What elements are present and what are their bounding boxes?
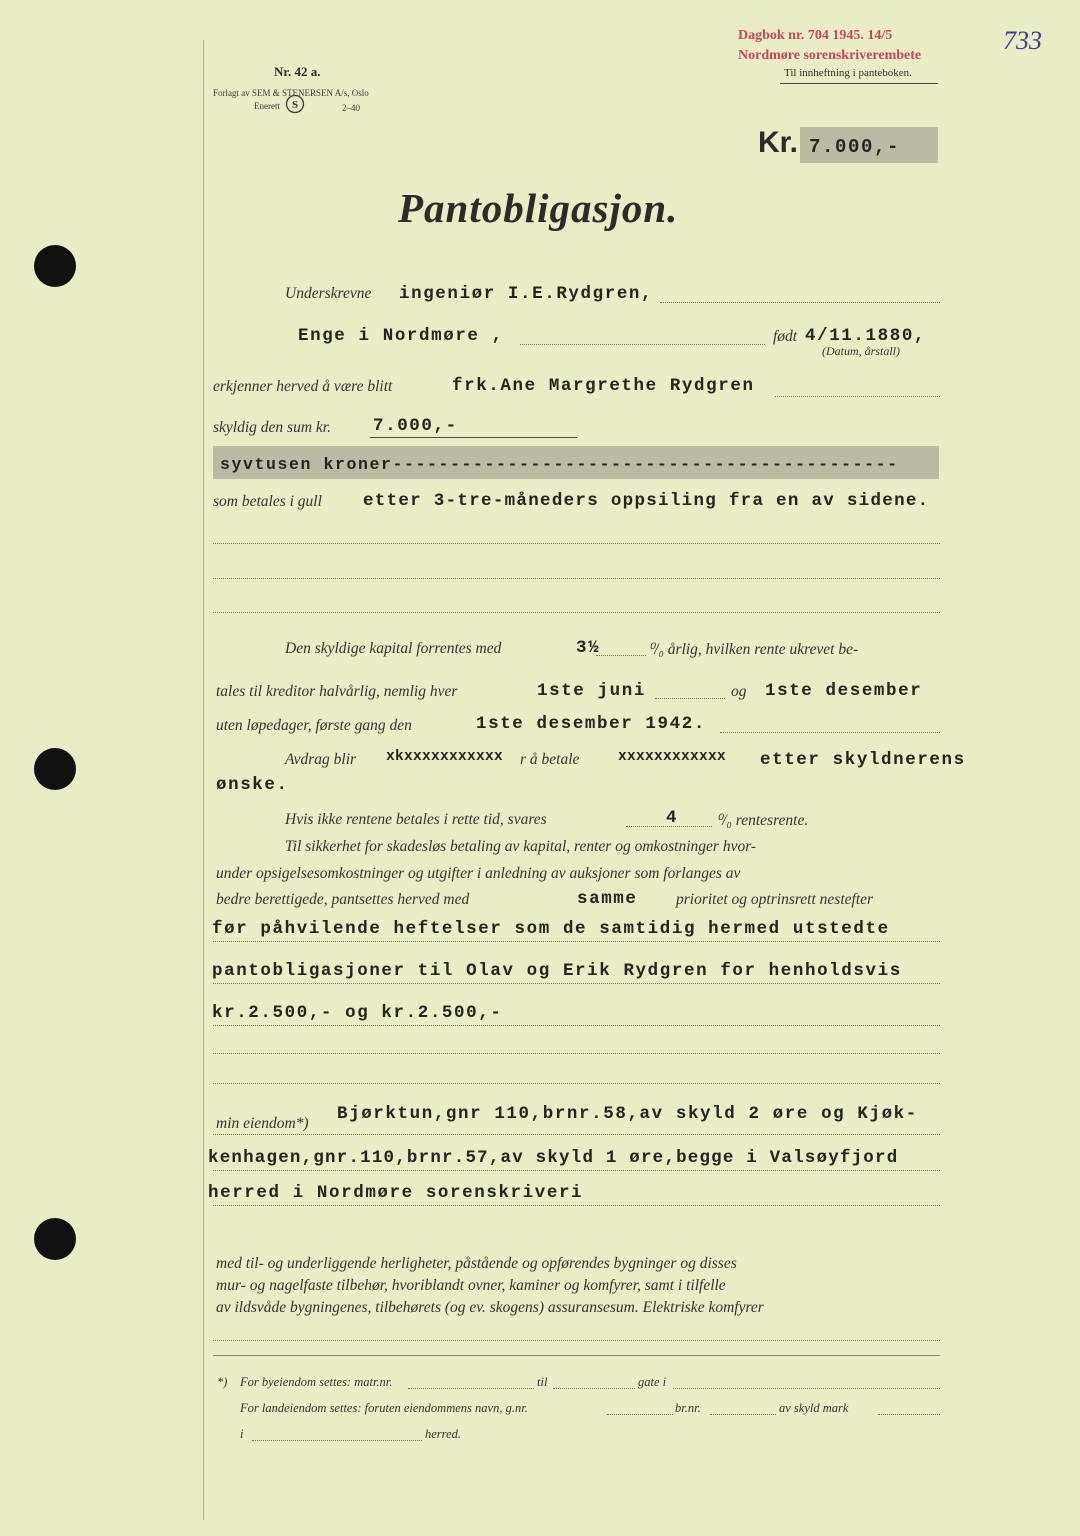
- fill-line: [213, 941, 940, 942]
- fill-line: [553, 1388, 635, 1389]
- security-line-3-cont: prioritet og optrinsrett nestefter: [676, 891, 874, 908]
- stamp-underline: [780, 83, 938, 84]
- publisher-enerett: Enerett: [254, 101, 280, 111]
- blank-line: [213, 1340, 940, 1341]
- interest-line-2: tales til kreditor halvårlig, nemlig hver: [216, 683, 458, 700]
- footnote-rural-brnr: br.nr.: [675, 1401, 701, 1415]
- blank-line: [213, 612, 940, 613]
- property-typed-2: kenhagen,gnr.110,brnr.57,av skyld 1 øre,begge i Valsøyfjord: [208, 1148, 899, 1168]
- footnote-rural-i: i: [240, 1427, 244, 1441]
- interest-line-3: uten løpedager, første gang den: [216, 717, 412, 734]
- debtor-name: ingeniør I.E.Rydgren,: [399, 284, 654, 304]
- fill-line: [213, 983, 940, 984]
- publisher-code: 2–40: [342, 103, 360, 113]
- payable-label: som betales i gull: [213, 493, 322, 510]
- sum-label: skyldig den sum kr.: [213, 419, 331, 436]
- born-value: 4/11.1880,: [805, 326, 927, 346]
- penalty-text: Hvis ikke rentene betales i rette tid, svares: [285, 811, 547, 828]
- svg-text:S: S: [291, 99, 299, 111]
- property-typed-3: herred i Nordmøre sorenskriveri: [208, 1183, 584, 1203]
- interest-text-cont: ⁰/₀ årlig, hvilken rente ukrevet be-: [648, 641, 859, 658]
- penalty-rate: 4: [666, 808, 679, 828]
- interest-and: og: [731, 683, 747, 700]
- footnote-rule: [213, 1355, 940, 1356]
- installment-terms-cont: ønske.: [216, 775, 289, 795]
- amount-value: 7.000,-: [809, 136, 901, 158]
- fill-line: [408, 1388, 534, 1389]
- punch-hole: [34, 245, 76, 287]
- footnote-city-gate: gate i: [638, 1375, 667, 1389]
- blank-line: [213, 543, 940, 544]
- priority-value: samme: [577, 889, 638, 909]
- installment-terms: etter skyldnerens: [760, 750, 966, 770]
- property-typed-1: Bjørktun,gnr 110,brnr.58,av skyld 2 øre og Kjøk-: [337, 1104, 918, 1124]
- fill-line: [673, 1388, 940, 1389]
- debtor-label: Underskrevne: [285, 285, 372, 302]
- publisher-logo-icon: [285, 94, 305, 114]
- payment-date-1: 1ste juni: [537, 681, 646, 701]
- creditor-name: frk.Ane Margrethe Rydgren: [452, 376, 755, 396]
- appurtenances-line-3: av ildsvåde bygningenes, tilbehørets (og ev. skogens) assuransesum. Elektriske komfyrer: [216, 1299, 764, 1316]
- penalty-text-cont: ⁰/₀ rentesrente.: [716, 812, 809, 829]
- fill-line: [655, 698, 725, 699]
- appurtenances-line-1: med til- og underliggende herligheter, påstående og opførendes bygninger og disses: [216, 1255, 737, 1272]
- security-typed-2: pantobligasjoner til Olav og Erik Rydgren for henholdsvis: [212, 961, 902, 981]
- fill-line: [720, 732, 940, 733]
- footnote-city: For byeiendom settes: matr.nr.: [240, 1375, 393, 1389]
- punch-hole: [34, 1218, 76, 1260]
- security-line-1: Til sikkerhet for skadesløs betaling av kapital, renter og omkostninger hvor-: [285, 838, 757, 855]
- security-line-3: bedre berettigede, pantsettes herved med: [216, 891, 470, 908]
- fill-line: [626, 826, 712, 827]
- fill-line: [252, 1440, 422, 1441]
- footnote-rural-skyld: av skyld mark: [779, 1401, 849, 1415]
- creditor-label: erkjenner herved å være blitt: [213, 378, 393, 395]
- fill-line: [213, 1025, 940, 1026]
- page-title: Pantobligasjon.: [398, 185, 679, 231]
- payable-terms: etter 3-tre-måneders oppsiling fra en av sidene.: [363, 491, 930, 511]
- fill-line: [607, 1414, 673, 1415]
- fill-line: [213, 1205, 940, 1206]
- footnote-rural-herred: herred.: [425, 1427, 461, 1441]
- fill-line: [213, 1134, 940, 1135]
- fill-line: [596, 655, 646, 656]
- security-typed-3: kr.2.500,- og kr.2.500,-: [212, 1003, 503, 1023]
- fill-line: [710, 1414, 776, 1415]
- interest-rate: 3½: [576, 638, 601, 658]
- sum-underline: [370, 437, 577, 438]
- stamp-line-2: Nordmøre sorenskriverembete: [738, 48, 922, 63]
- debtor-address: Enge i Nordmøre ,: [298, 326, 504, 346]
- sum-value: 7.000,-: [373, 416, 458, 436]
- amount-label: Kr.: [758, 126, 799, 159]
- stamp-line-3: Til innheftning i panteboken.: [784, 67, 912, 79]
- blank-line: [213, 1053, 940, 1054]
- punch-hole: [34, 748, 76, 790]
- payment-date-2: 1ste desember: [765, 681, 923, 701]
- appurtenances-line-2: mur- og nagelfaste tilbehør, hvoriblandt ovner, kaminer og komfyrer, samt i tilfelle: [216, 1277, 726, 1294]
- fill-line: [878, 1414, 940, 1415]
- footnote-city-til: til: [537, 1375, 548, 1389]
- blank-line: [213, 578, 940, 579]
- publisher-line: Forlagt av SEM & STENERSEN A/s, Oslo: [213, 88, 369, 98]
- interest-text: Den skyldige kapital forrentes med: [285, 640, 502, 657]
- security-line-2: under opsigelsesomkostninger og utgifter i anledning av auksjoner som forlanges av: [216, 865, 741, 882]
- installment-label: Avdrag blir: [285, 751, 357, 768]
- footnote-rural: For landeiendom settes: foruten eiendommens navn, g.nr.: [240, 1401, 528, 1415]
- security-typed-1: før påhvilende heftelser som de samtidig hermed utstedte: [212, 919, 890, 939]
- property-label: min eiendom*): [216, 1115, 309, 1132]
- first-payment-date: 1ste desember 1942.: [476, 714, 706, 734]
- form-number: Nr. 42 a.: [274, 64, 321, 79]
- margin-rule: [203, 40, 204, 1520]
- fill-line: [775, 396, 940, 397]
- installment-mid: r å betale: [520, 751, 580, 768]
- installment-struck-1: xkxxxxxxxxxxx: [386, 749, 504, 765]
- blank-line: [213, 1083, 940, 1084]
- fill-line: [213, 1170, 940, 1171]
- page-number: 733: [1003, 26, 1042, 55]
- fill-line: [660, 302, 940, 303]
- sum-in-words: syvtusen kroner--------------------------------------------: [220, 455, 899, 474]
- born-hint: (Datum, årstall): [822, 344, 900, 358]
- stamp-line-1: Dagbok nr. 704 1945. 14/5: [738, 28, 893, 43]
- born-label: født: [773, 328, 798, 345]
- installment-struck-2: xxxxxxxxxxxx: [618, 749, 727, 765]
- footnote-mark: *): [217, 1375, 228, 1389]
- fill-line: [520, 344, 765, 345]
